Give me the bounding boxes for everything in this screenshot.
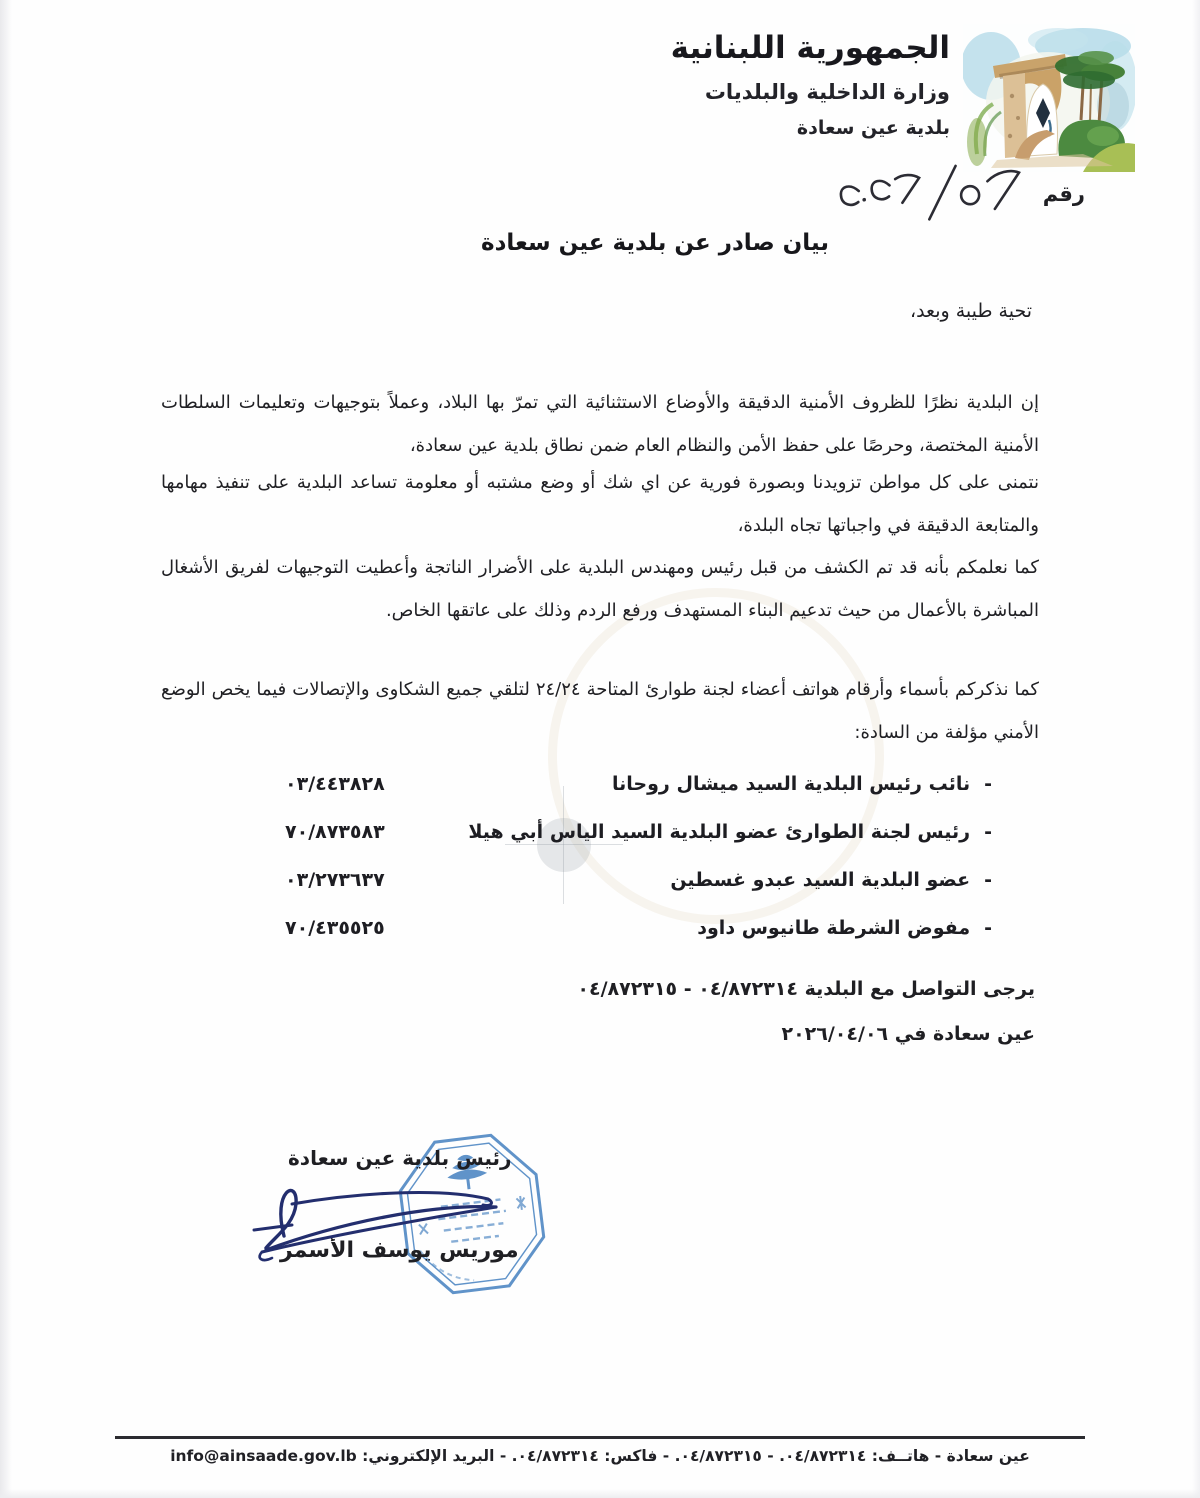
scan-edge-left [0, 0, 12, 1498]
body-paragraph-2: نتمنى على كل مواطن تزويدنا وبصورة فورية عن اي شك أو وضع مشتبه أو معلومة تساعد البلدية على تنفيذ مهامها والمتابعة الدقيقة في واجباتها تجاه البلدة، [161, 472, 1039, 536]
member-phone: ٧٠/٤٣٥٥٢٥ [285, 917, 385, 939]
list-dash-marker: - [984, 773, 992, 795]
member-name: -نائب رئيس البلدية السيد ميشال روحانا [612, 773, 992, 795]
body-paragraph-1: إن البلدية نظرًا للظروف الأمنية الدقيقة والأوضاع الاستثنائية التي تمرّ بها البلاد، وعملاً بتوجيهات وتعليمات السلطات الأمنية المختصة، وحرصًا على حفظ الأمن والنظام العام ضمن نطاق بلدية عين سعادة، [161, 392, 1039, 456]
member-phone: ٠٣/٢٧٣٦٣٧ [285, 869, 385, 891]
letterhead [671, 22, 950, 145]
municipality-contact-line: يرجى التواصل مع البلدية ٠٤/٨٧٢٣١٤ - ٠٤/٨٧٢٣١٥ [577, 978, 1035, 1000]
footer-divider [115, 1436, 1085, 1439]
member-phone: ٧٠/٨٧٣٥٨٣ [285, 821, 385, 843]
list-dash-marker: - [984, 917, 992, 939]
member-name: -مفوض الشرطة طانيوس داود [697, 917, 992, 939]
member-phone: ٠٣/٤٤٣٨٢٨ [285, 773, 385, 795]
document-title: بيان صادر عن بلدية عين سعادة [481, 230, 829, 256]
list-item [285, 760, 992, 808]
ministry-name: وزارة الداخلية والبلديات [704, 80, 950, 104]
handwritten-signature [232, 1170, 522, 1270]
list-dash-marker: - [984, 869, 992, 891]
scan-edge-bottom [0, 1489, 1200, 1498]
reference-number-label: رقم [1042, 182, 1085, 206]
greeting-line: تحية طيبة وبعد، [909, 300, 1032, 322]
list-item [285, 904, 992, 952]
footer-contact-info: عين سعادة - هاتــف: ٠٤/٨٧٢٣١٤. - ٠٤/٨٧٢٣١٥. - فاكس: ٠٤/٨٧٢٣١٤. - البريد الإلكتروني: info@ainsaade.gov.lb [170, 1447, 1030, 1465]
body-paragraph-3: كما نعلمكم بأنه قد تم الكشف من قبل رئيس ومهندس البلدية على الأضرار الناتجة وأعطيت التوجيهات لفريق الأشغال المباشرة بالأعمال من حيث تدعيم البناء المستهدف ورفع الردم وذلك على عاتقها الخاص. [161, 557, 1039, 621]
place-and-date-line: عين سعادة في ٢٠٢٦/٠٤/٠٦ [781, 1023, 1035, 1045]
municipality-name: بلدية عين سعادة [796, 117, 950, 139]
list-item [285, 808, 992, 856]
list-dash-marker: - [984, 821, 992, 843]
scan-edge-right [1192, 0, 1200, 1498]
signatory-title: رئيس بلدية عين سعادة [288, 1146, 512, 1170]
municipality-watercolor-logo-icon [963, 24, 1135, 172]
member-name: -رئيس لجنة الطوارئ عضو البلدية السيد الياس أبي هيلا [468, 821, 992, 843]
republic-name: الجمهورية اللبنانية [670, 30, 950, 66]
handwritten-reference-number [832, 159, 1040, 230]
emergency-committee-list [285, 760, 992, 952]
signatory-name: موريس يوسف الأسمر [280, 1238, 519, 1263]
member-name: -عضو البلدية السيد عبدو غسطين [670, 869, 992, 891]
list-item [285, 856, 992, 904]
body-paragraph-4: كما نذكركم بأسماء وأرقام هواتف أعضاء لجنة طوارئ المتاحة ٢٤/٢٤ لتلقي جميع الشكاوى والإتصالات فيما يخص الوضع الأمني مؤلفة من السادة: [161, 679, 1039, 743]
